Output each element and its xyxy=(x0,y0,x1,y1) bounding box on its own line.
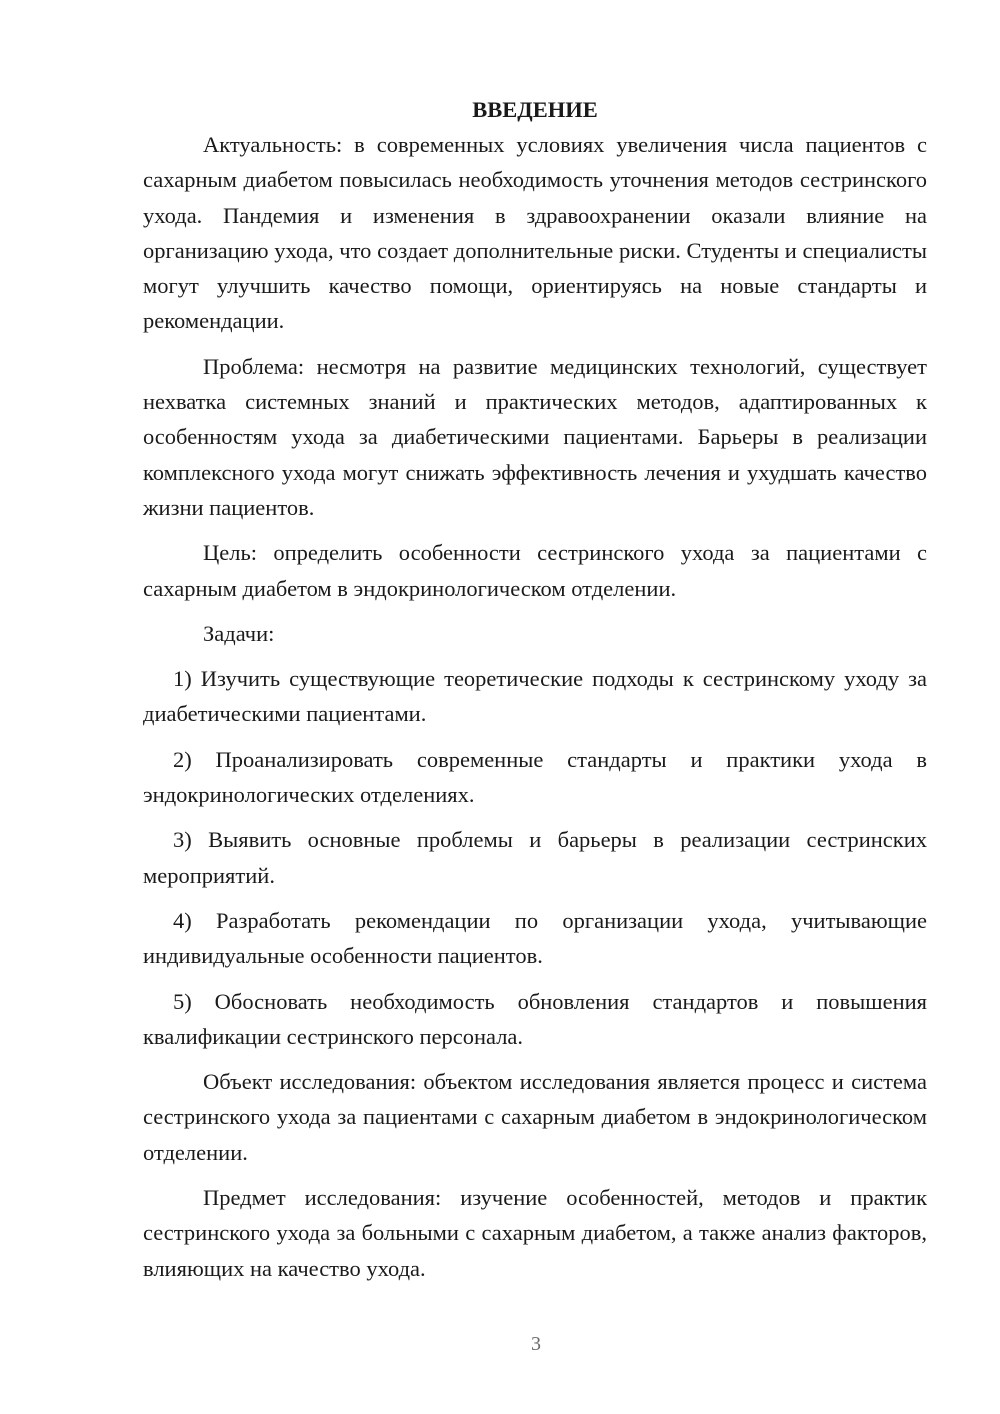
document-page xyxy=(143,92,927,1286)
task-item: 1) Изучить существующие теоретические подходы к сестринскому уходу за диабетическими пациентами. xyxy=(143,666,927,727)
tasks-heading: Задачи: xyxy=(203,620,275,646)
page-number: 3 xyxy=(531,1333,541,1355)
task-item: 3) Выявить основные проблемы и барьеры в реализации сестринских мероприятий. xyxy=(143,827,927,888)
goal-paragraph: Цель: определить особенности сестринского ухода за пациентами с сахарным диабетом в эндокринологическом отделении. xyxy=(143,540,927,601)
object-paragraph: Объект исследования: объектом исследования является процесс и система сестринского ухода за пациентами с сахарным диабетом в эндокринологическом отделении. xyxy=(143,1069,927,1165)
section-title: ВВЕДЕНИЕ xyxy=(472,97,598,122)
relevance-paragraph: Актуальность: в современных условиях увеличения числа пациентов с сахарным диабетом повысилась необходимость уточнения методов сестринского ухода. Пандемия и изменения в здравоохранении оказали влияние на организацию ухода, что создает дополнительные риски. Студенты и специалисты могут улучшить качество помощи, ориентируясь на новые стандарты и рекомендации. xyxy=(143,132,927,334)
subject-paragraph: Предмет исследования: изучение особенностей, методов и практик сестринского ухода за больными с сахарным диабетом, а также анализ факторов, влияющих на качество ухода. xyxy=(143,1185,927,1281)
task-item: 2) Проанализировать современные стандарты и практики ухода в эндокринологических отделениях. xyxy=(143,746,927,808)
task-item: 5) Обосновать необходимость обновления стандартов и повышения квалификации сестринского персонала. xyxy=(143,988,927,1049)
task-item: 4) Разработать рекомендации по организации ухода, учитывающие индивидуальные особенности пациентов. xyxy=(143,907,927,969)
problem-paragraph: Проблема: несмотря на развитие медицинских технологий, существует нехватка системных знаний и практических методов, адаптированных к особенностям ухода за диабетическими пациентами. Барьеры в реализации комплексного ухода могут снижать эффективность лечения и ухудшать качество жизни пациентов. xyxy=(143,353,927,520)
